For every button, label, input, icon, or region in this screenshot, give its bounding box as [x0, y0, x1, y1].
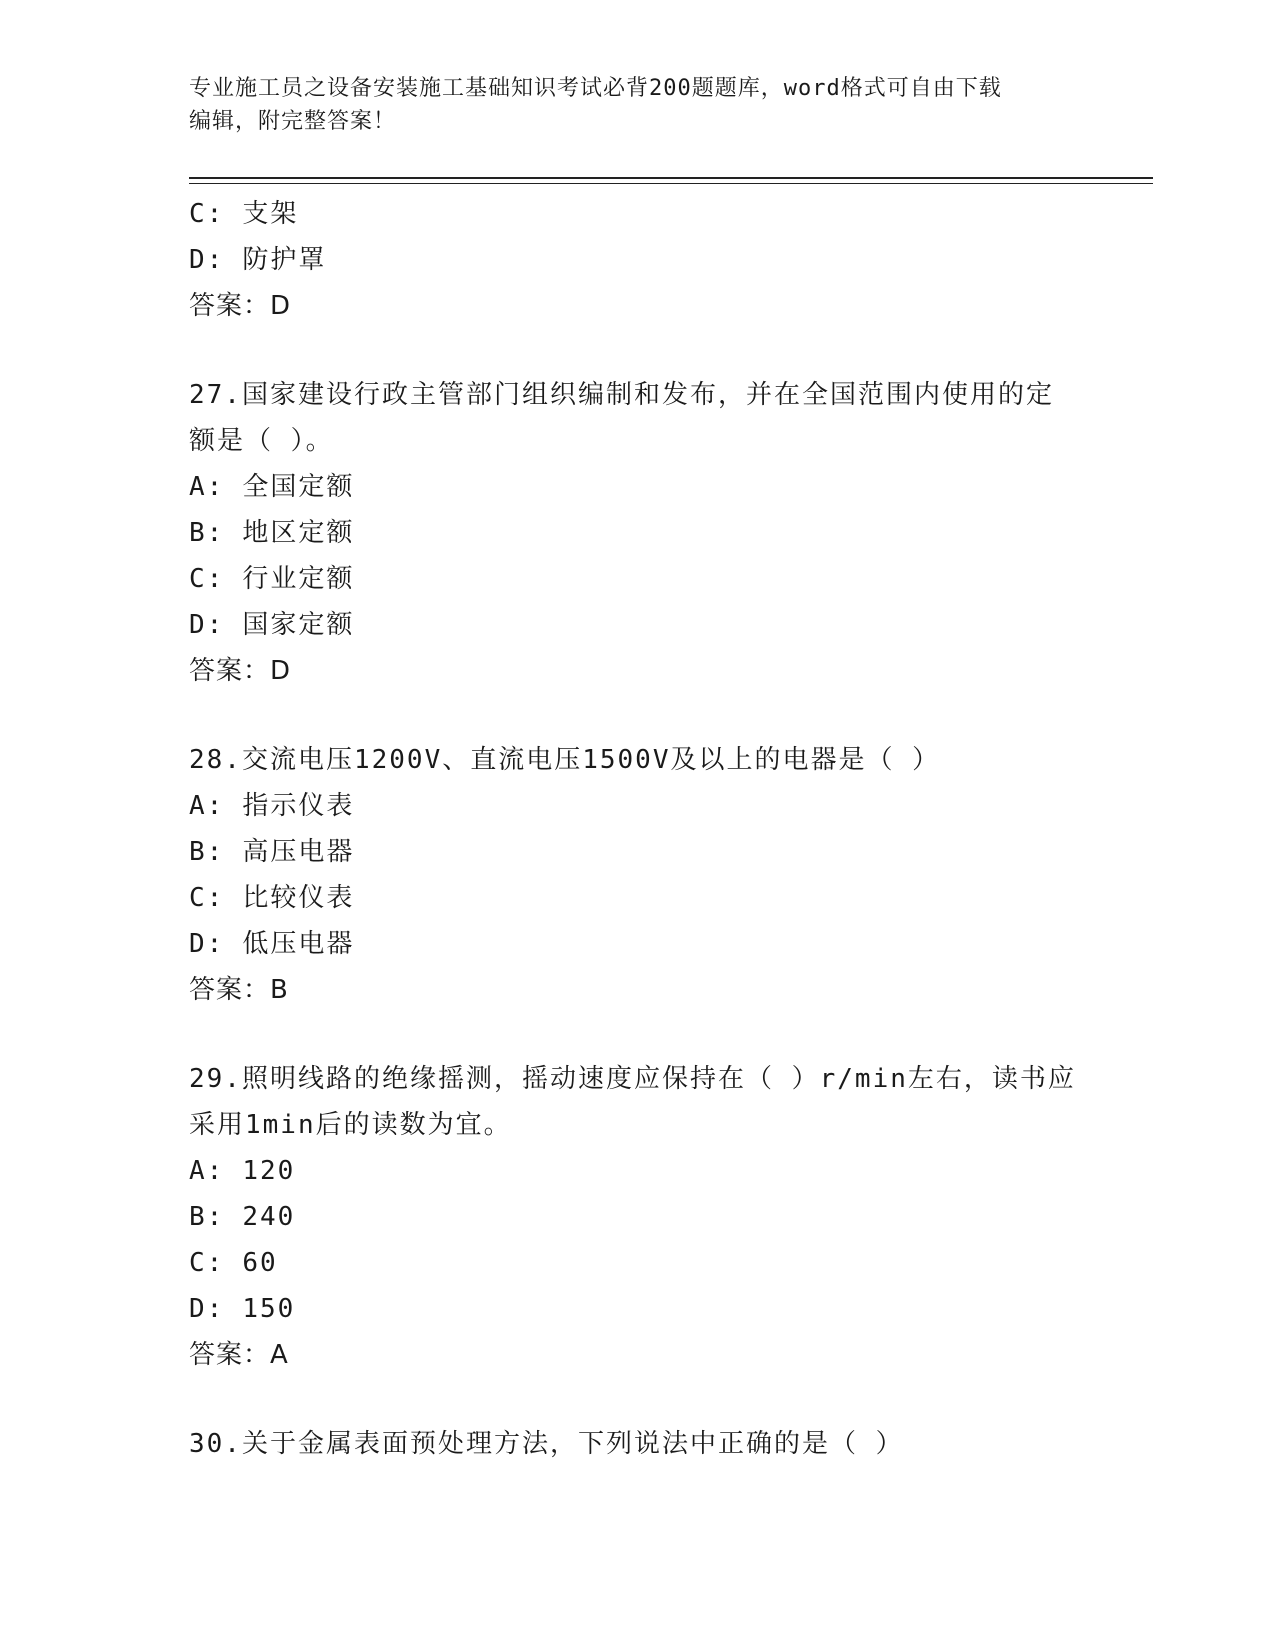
question-text-line-2: 采用1min后的读数为宜。	[189, 1110, 512, 1140]
option-letter: D:	[189, 245, 225, 275]
option-text: 支架	[242, 199, 299, 229]
option-b	[189, 510, 1089, 556]
option-text: 120	[242, 1156, 296, 1186]
option-text: 高压电器	[242, 837, 355, 867]
question-text-line-1: 30.关于金属表面预处理方法，下列说法中正确的是（ ）	[189, 1429, 904, 1459]
option-text: 地区定额	[242, 518, 355, 548]
option-letter: D:	[189, 1294, 225, 1324]
spacer	[189, 1378, 1089, 1421]
option-d	[189, 602, 1089, 648]
answer-line: 答案：D	[189, 656, 292, 686]
option-letter: C:	[189, 199, 225, 229]
option-c	[189, 191, 1089, 237]
question-30	[189, 1421, 1089, 1467]
option-d	[189, 1286, 1089, 1332]
header-title-line-2: 编辑，附完整答案！	[189, 109, 397, 134]
option-text: 国家定额	[242, 610, 355, 640]
option-letter: C:	[189, 564, 225, 594]
spacer	[189, 1013, 1089, 1056]
option-text: 防护罩	[242, 245, 327, 275]
question-text-line-1: 29.照明线路的绝缘摇测，摇动速度应保持在（ ）r/min左右，读书应	[189, 1064, 1076, 1094]
option-text: 150	[242, 1294, 296, 1324]
question-28	[189, 737, 1089, 1013]
question-27	[189, 372, 1089, 694]
option-letter: C:	[189, 883, 225, 913]
option-letter: B:	[189, 518, 225, 548]
option-c	[189, 556, 1089, 602]
option-b	[189, 829, 1089, 875]
option-c	[189, 875, 1089, 921]
spacer	[189, 694, 1089, 737]
answer-line: 答案：B	[189, 975, 289, 1005]
option-a	[189, 783, 1089, 829]
option-letter: C:	[189, 1248, 225, 1278]
option-letter: A:	[189, 472, 225, 502]
header-divider-thin	[189, 183, 1153, 184]
answer-line: 答案：D	[189, 291, 292, 321]
answer-line: 答案：A	[189, 1340, 289, 1370]
header-title-line-1: 专业施工员之设备安装施工基础知识考试必背200题题库，word格式可自由下载	[189, 76, 1002, 101]
question-text-line-1: 27.国家建设行政主管部门组织编制和发布，并在全国范围内使用的定	[189, 380, 1054, 410]
spacer	[189, 329, 1089, 372]
document-body	[189, 191, 1089, 1467]
option-letter: B:	[189, 1202, 225, 1232]
document-header	[189, 72, 1079, 138]
option-text: 全国定额	[242, 472, 355, 502]
option-letter: A:	[189, 791, 225, 821]
option-letter: A:	[189, 1156, 225, 1186]
option-text: 60	[242, 1248, 278, 1278]
option-b	[189, 1194, 1089, 1240]
option-letter: D:	[189, 610, 225, 640]
option-d	[189, 237, 1089, 283]
option-text: 低压电器	[242, 929, 355, 959]
header-divider-thick	[189, 177, 1153, 179]
option-d	[189, 921, 1089, 967]
option-letter: B:	[189, 837, 225, 867]
option-a	[189, 464, 1089, 510]
question-text-line-1: 28.交流电压1200V、直流电压1500V及以上的电器是（ ）	[189, 745, 941, 775]
option-letter: D:	[189, 929, 225, 959]
option-text: 240	[242, 1202, 296, 1232]
question-29	[189, 1056, 1089, 1378]
option-a	[189, 1148, 1089, 1194]
prev-question-block	[189, 191, 1089, 329]
option-text: 比较仪表	[242, 883, 355, 913]
option-c	[189, 1240, 1089, 1286]
option-text: 指示仪表	[242, 791, 355, 821]
option-text: 行业定额	[242, 564, 355, 594]
question-text-line-2: 额是（ ）。	[189, 426, 334, 456]
